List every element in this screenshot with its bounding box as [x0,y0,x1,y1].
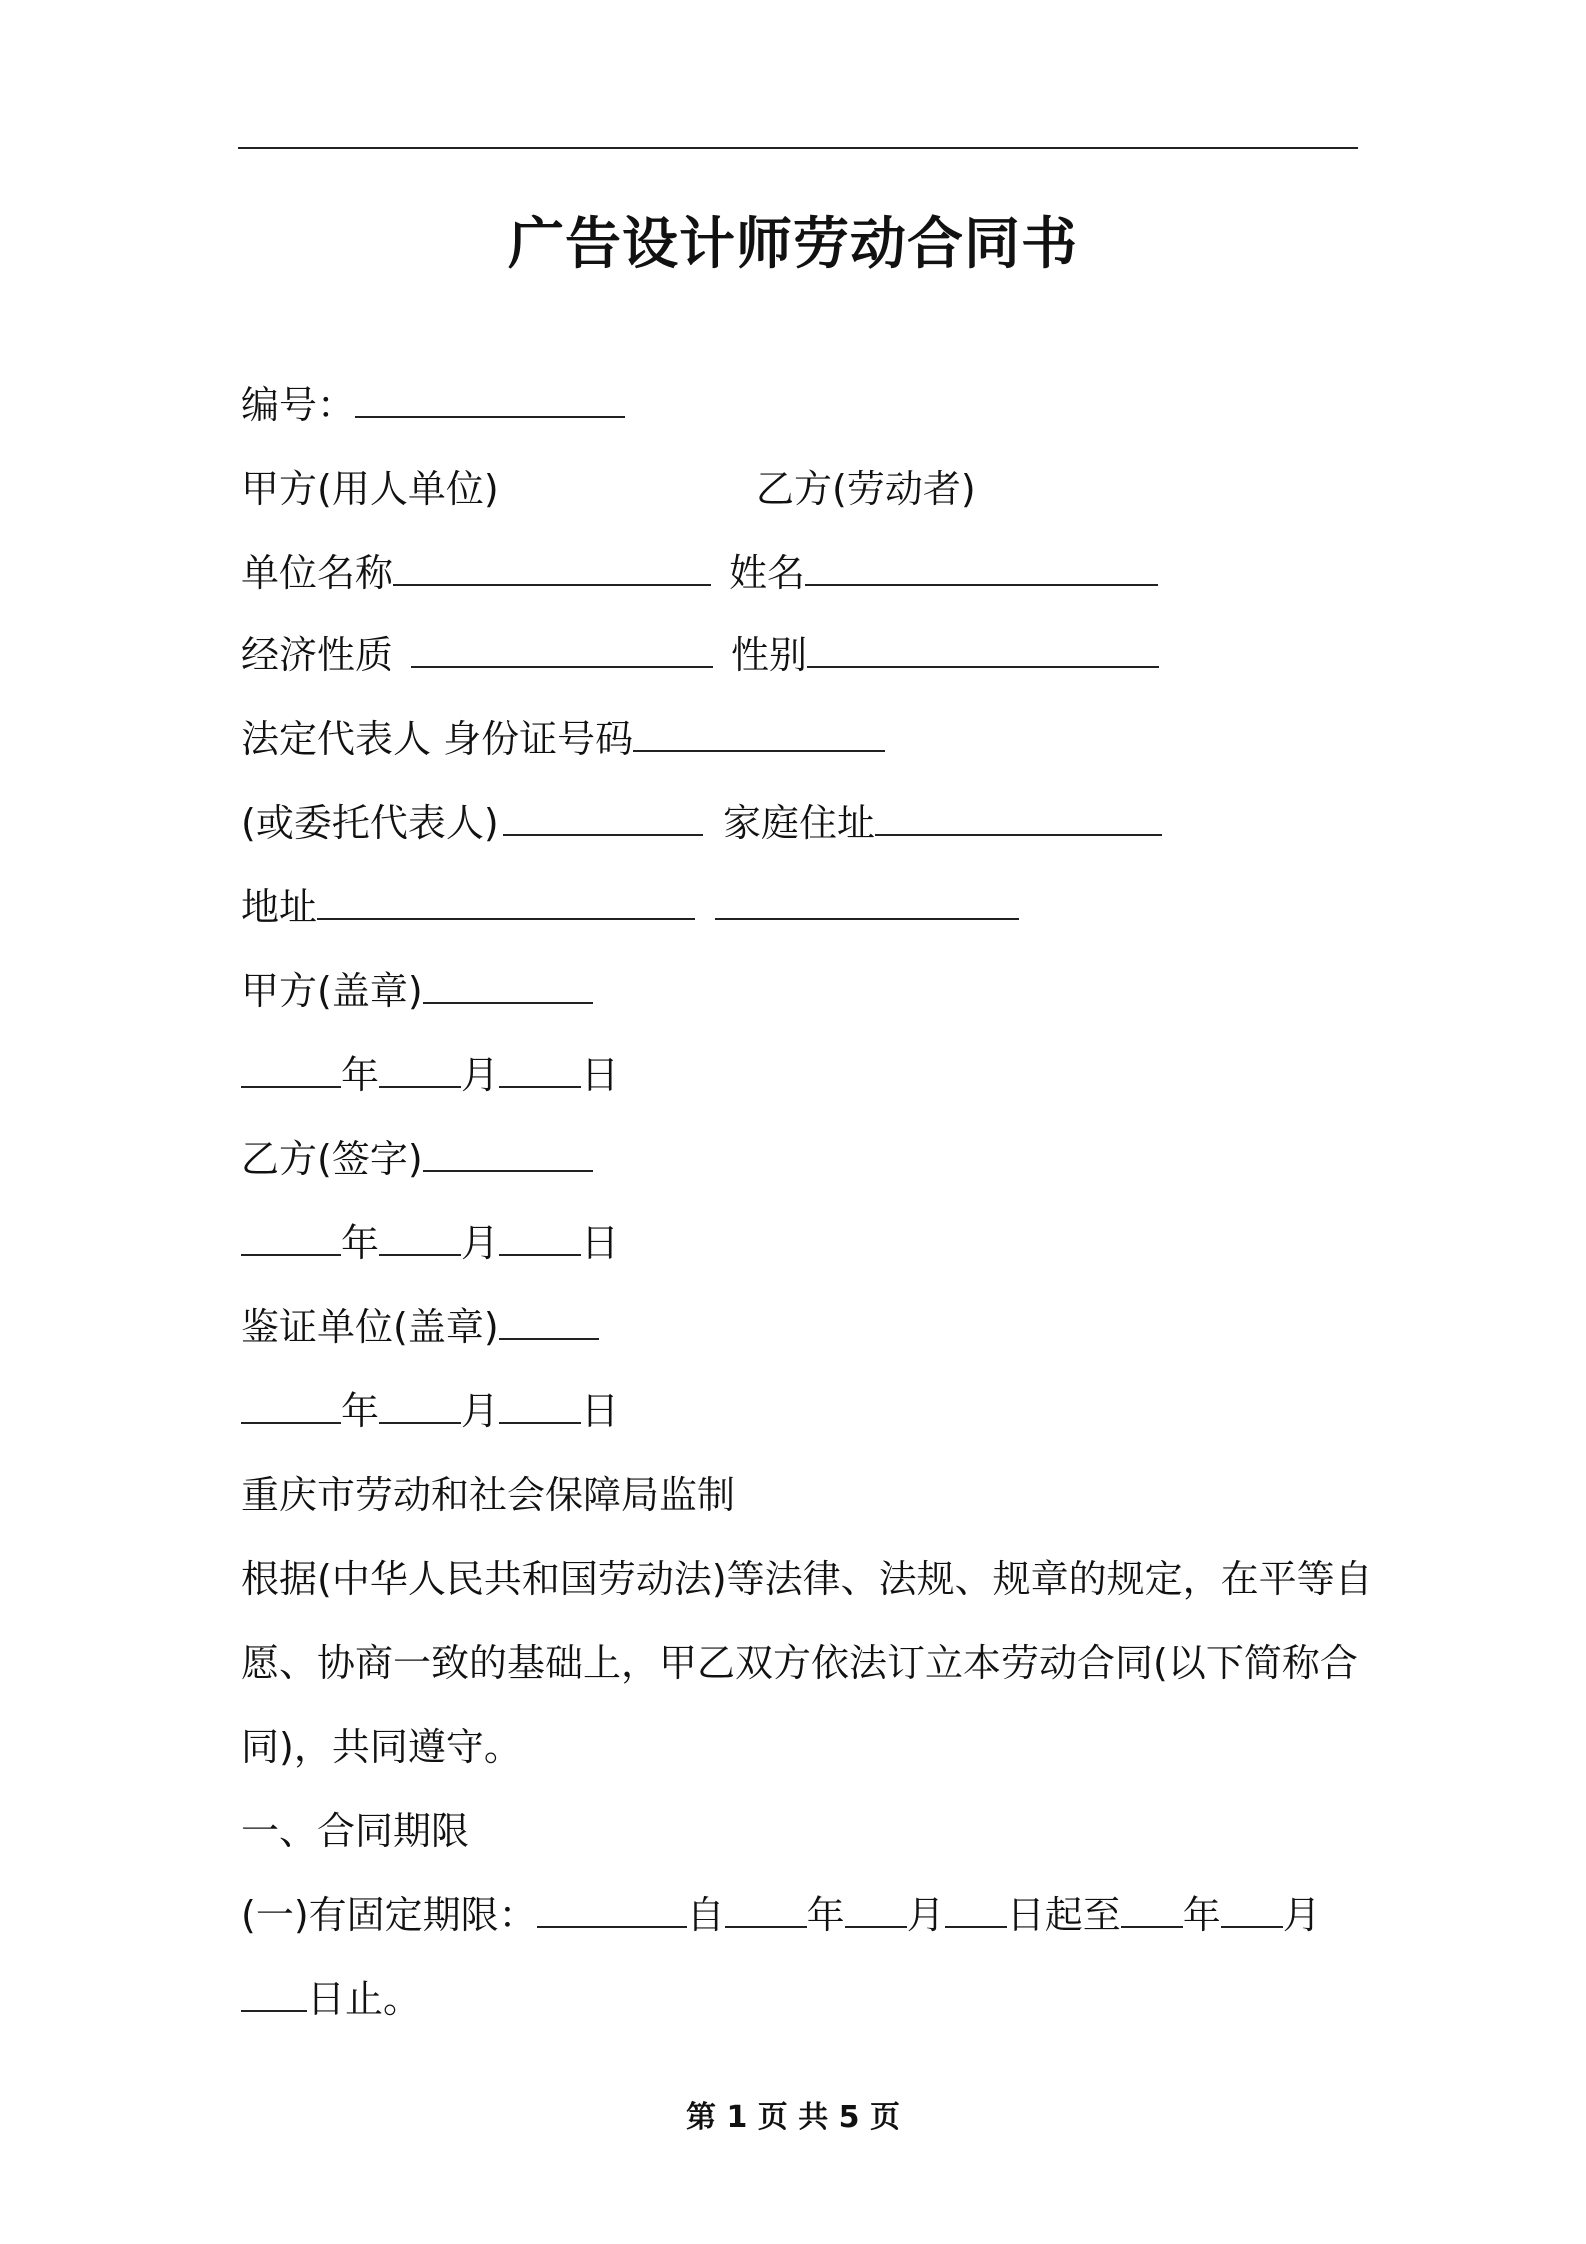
start-label: 日起至 [1006,1893,1121,1937]
economic-nature-label: 经济性质 [241,633,394,677]
parties-header-line [241,464,1361,514]
party-a-seal-blank[interactable] [423,966,593,1004]
start-day-blank[interactable] [945,1890,1007,1928]
from-label: 自 [686,1893,725,1937]
legal-rep-label: 法定代表人 [241,717,432,761]
party-b-header: 乙方(劳动者) [756,467,976,511]
party-a-seal-line [241,966,593,1016]
document-title: 广告设计师劳动合同书 [508,212,1078,277]
party-b-year-blank[interactable] [241,1218,341,1256]
start-month-blank[interactable] [845,1890,907,1928]
party-a-month-blank[interactable] [379,1050,461,1088]
header-rule [238,147,1358,149]
or-agent-label: (或委托代表人) [241,801,499,845]
party-a-seal-label: 甲方(盖章) [241,969,423,1013]
fixed-term-blank[interactable] [537,1890,687,1928]
end-label: 日止。 [307,1977,422,2021]
unit-name-line [241,548,1361,598]
verify-unit-line [241,1302,599,1352]
address-blank-2[interactable] [715,882,1019,920]
month-label: 月 [461,1053,500,1097]
unit-name-label: 单位名称 [241,551,394,595]
month-label: 月 [461,1221,500,1265]
address-blank-1[interactable] [317,882,695,920]
verify-month-blank[interactable] [379,1386,461,1424]
economic-nature-line [241,630,1361,680]
fixed-term-label: (一)有固定期限： [241,1893,537,1937]
year-label: 年 [341,1389,380,1433]
number-label: 编号： [241,383,356,427]
agent-blank[interactable] [503,798,703,836]
day-label: 日 [581,1221,620,1265]
section-1-title: 一、合同期限 [241,1809,470,1853]
party-b-sign-blank[interactable] [423,1134,593,1172]
gender-label: 性别 [731,633,808,677]
preamble-line-2: 愿、协商一致的基础上，甲乙双方依法订立本劳动合同(以下简称合 [241,1641,1358,1685]
verify-date-line [241,1386,619,1436]
party-a-day-blank[interactable] [499,1050,581,1088]
number-line [241,380,625,430]
day-label: 日 [581,1389,620,1433]
preamble-line-1: 根据(中华人民共和国劳动法)等法律、法规、规章的规定，在平等自 [241,1557,1373,1601]
year-label: 年 [341,1053,380,1097]
year-label: 年 [1182,1893,1221,1937]
supervised-by: 重庆市劳动和社会保障局监制 [241,1473,736,1517]
unit-name-blank[interactable] [393,548,711,586]
preamble-line-3: 同)，共同遵守。 [241,1725,522,1769]
page-indicator: 第 1 页 共 5 页 [686,2100,900,2135]
economic-nature-blank[interactable] [411,630,713,668]
year-label: 年 [806,1893,845,1937]
home-address-label: 家庭住址 [723,801,876,845]
party-a-year-blank[interactable] [241,1050,341,1088]
verify-unit-label: 鉴证单位(盖章) [241,1305,499,1349]
day-label: 日 [581,1053,620,1097]
end-year-blank[interactable] [1121,1890,1183,1928]
address-label: 地址 [241,885,318,929]
party-b-day-blank[interactable] [499,1218,581,1256]
fixed-term-end-line [241,1974,421,2024]
month-label: 月 [461,1389,500,1433]
month-label: 月 [906,1893,945,1937]
year-label: 年 [341,1221,380,1265]
party-b-sign-line [241,1134,593,1184]
agent-line [241,798,1361,848]
party-b-sign-label: 乙方(签字) [241,1137,423,1181]
start-year-blank[interactable] [725,1890,807,1928]
home-address-blank[interactable] [875,798,1162,836]
end-month-blank[interactable] [1221,1890,1283,1928]
verify-day-blank[interactable] [499,1386,581,1424]
number-blank[interactable] [355,380,625,418]
fixed-term-line [241,1890,1321,1940]
address-line [241,882,1361,932]
party-a-header: 甲方(用人单位) [241,467,499,511]
party-a-date-line [241,1050,619,1100]
verify-year-blank[interactable] [241,1386,341,1424]
party-b-date-line [241,1218,619,1268]
id-number-blank[interactable] [633,714,885,752]
name-label: 姓名 [729,551,806,595]
id-number-label: 身份证号码 [443,717,634,761]
month-label: 月 [1282,1893,1321,1937]
verify-unit-blank[interactable] [499,1302,599,1340]
legal-rep-line [241,714,885,764]
name-blank[interactable] [805,548,1158,586]
end-day-blank[interactable] [241,1974,307,2012]
party-b-month-blank[interactable] [379,1218,461,1256]
gender-blank[interactable] [807,630,1159,668]
